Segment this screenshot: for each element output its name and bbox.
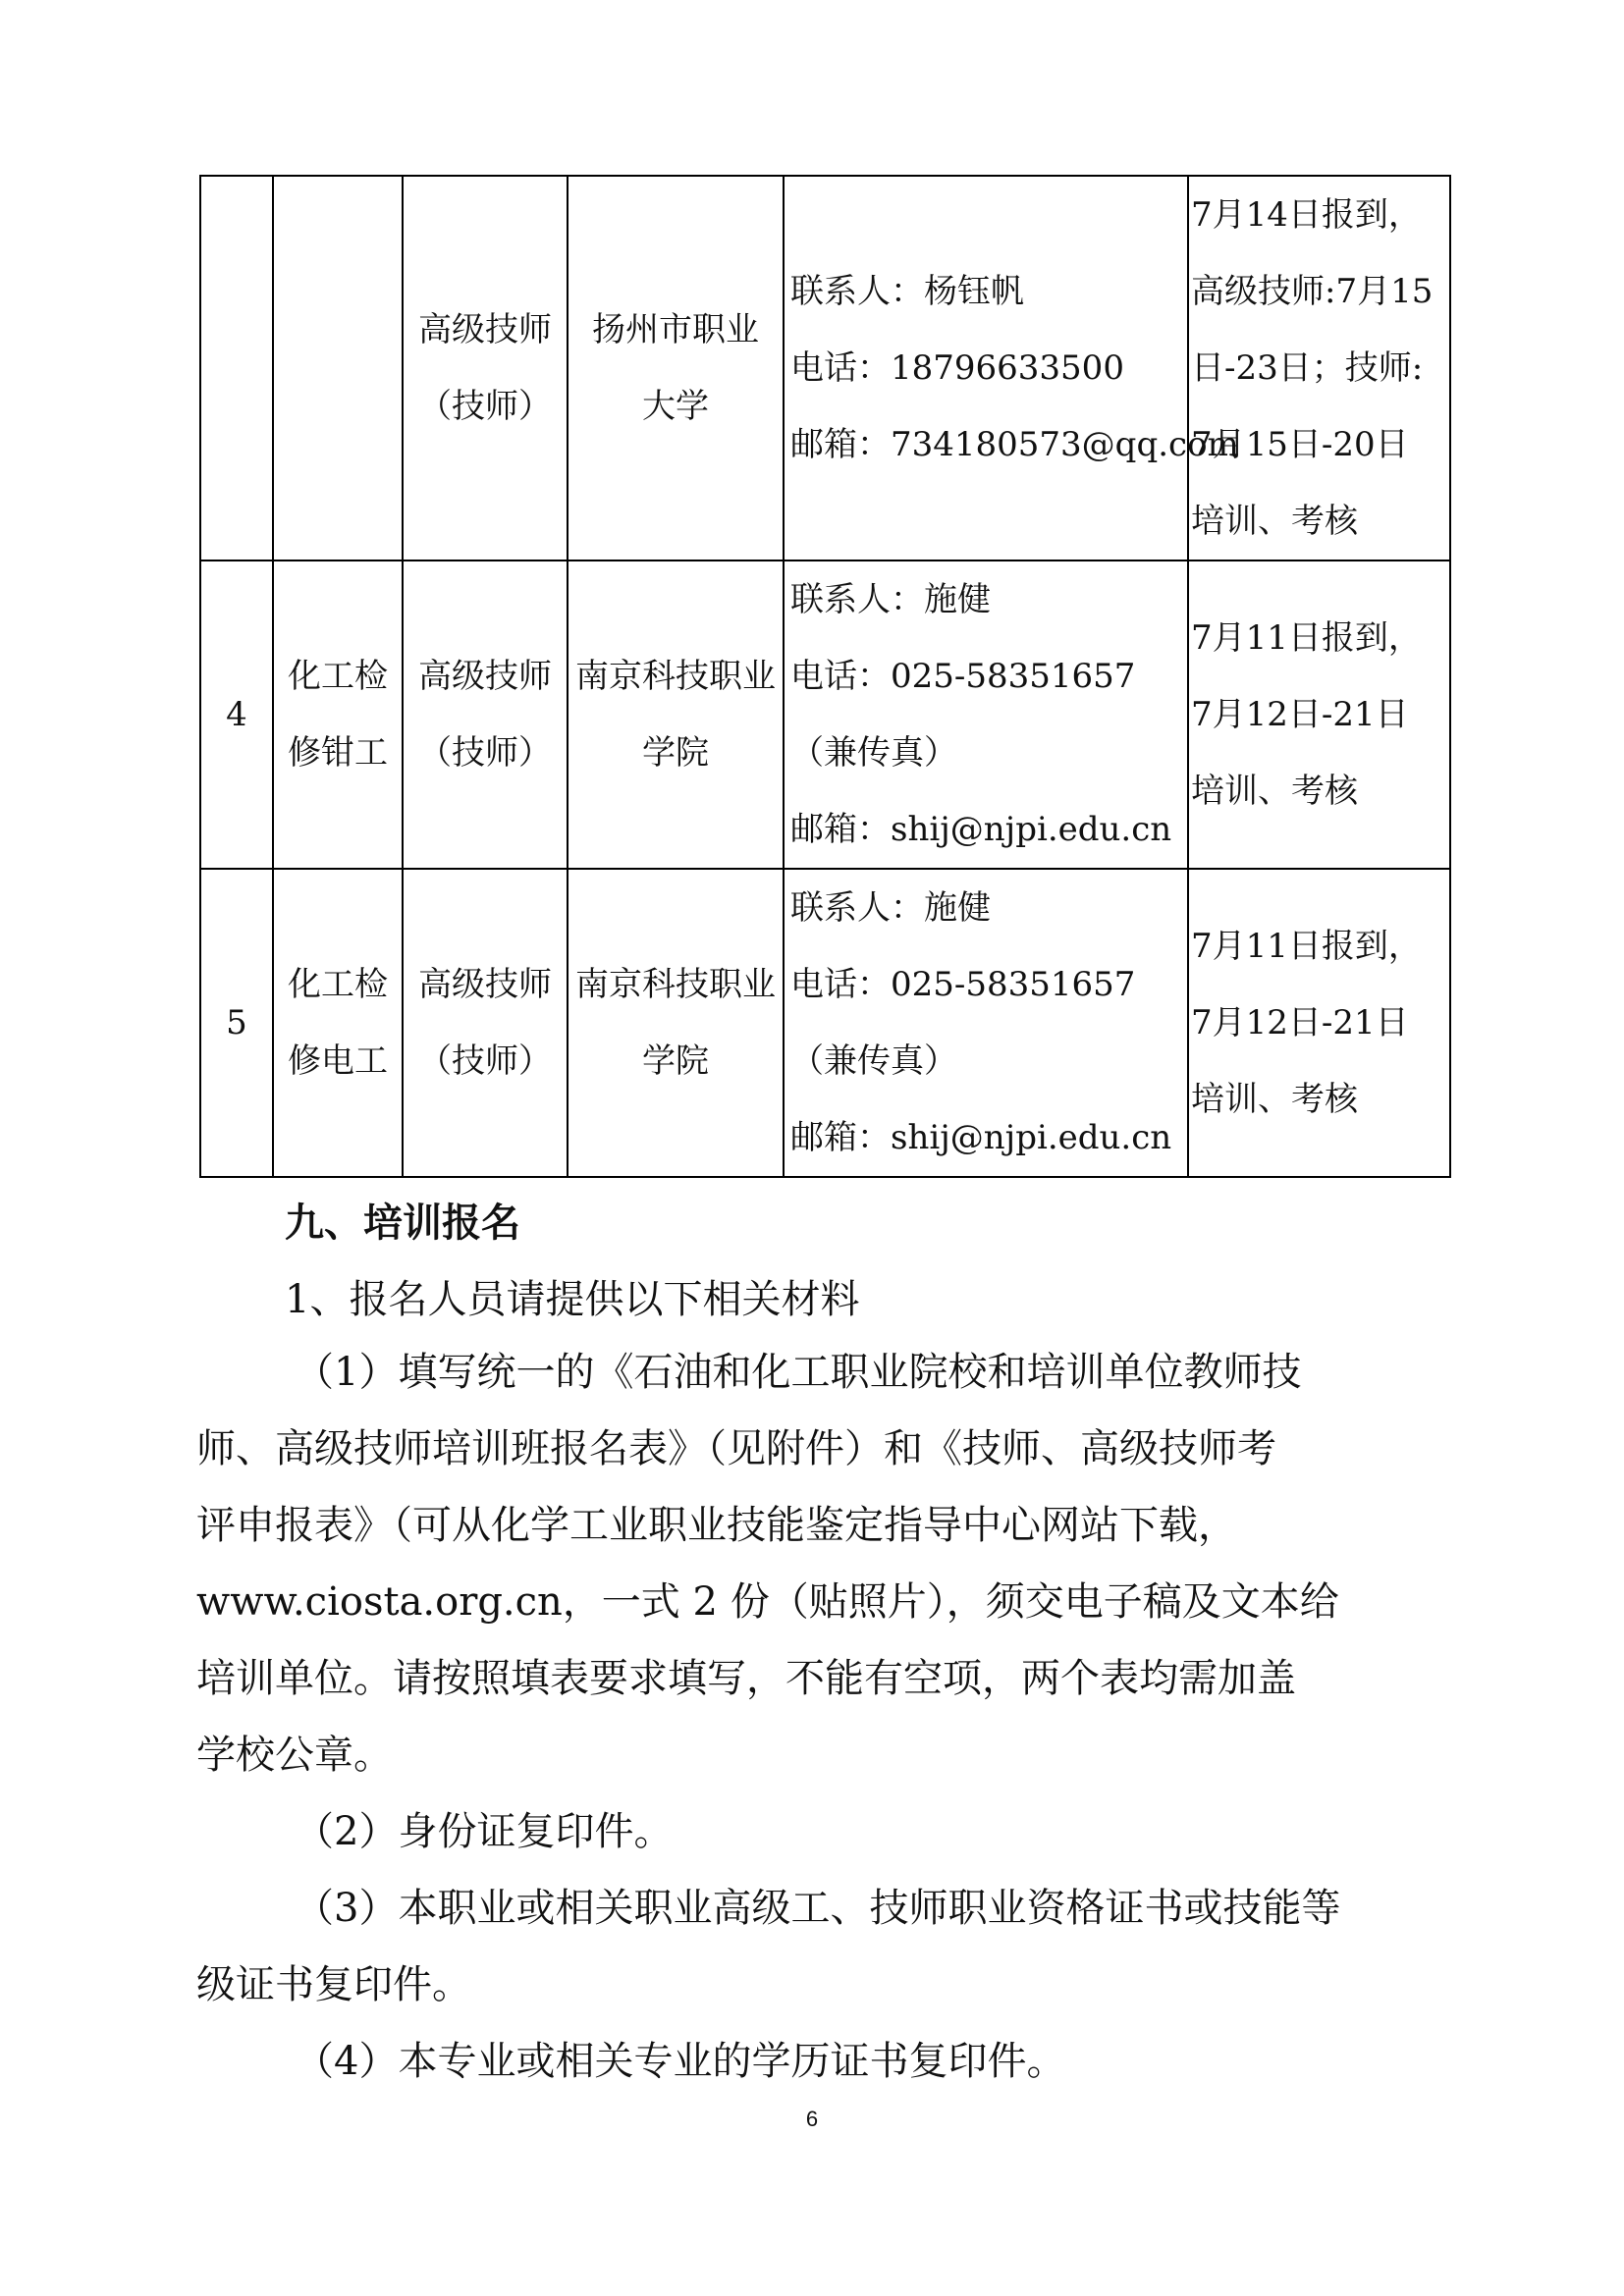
contact-fax-note: （兼传真） [790, 1041, 957, 1081]
paragraph-line: 评申报表》（可从化学工业职业技能鉴定指导中心网站下载， [196, 1503, 1237, 1548]
job-line: 化工检 [288, 965, 388, 1004]
paragraph-line: 级证书复印件。 [196, 1962, 471, 2007]
contact-phone: 电话：18796633500 [790, 348, 1124, 388]
level-line: 高级技师 [418, 657, 552, 696]
contact-info [784, 869, 1188, 1177]
training-schedule-table [199, 175, 1451, 1178]
contact-person: 联系人：施健 [790, 888, 991, 928]
row-number: 5 [200, 869, 273, 1177]
schedule-line: 7月12日-21日 [1191, 695, 1409, 734]
school-line: 扬州市职业 [592, 310, 759, 349]
page-number: 6 [805, 2107, 819, 2131]
schedule [1188, 176, 1450, 561]
contact-person: 联系人：施健 [790, 580, 991, 619]
table-row [200, 561, 1450, 869]
school-line: 南京科技职业 [575, 965, 776, 1004]
school-line: 南京科技职业 [575, 657, 776, 696]
contact-info [784, 561, 1188, 869]
schedule-line: 培训、考核 [1191, 502, 1358, 541]
table-row [200, 176, 1450, 561]
schedule-line: 7月14日报到， [1191, 195, 1422, 235]
training-school [568, 561, 784, 869]
schedule [1188, 869, 1450, 1177]
job-title [273, 561, 403, 869]
job-title [273, 176, 403, 561]
skill-level [403, 561, 568, 869]
job-line: 修钳工 [288, 733, 388, 773]
paragraph-line: （1）填写统一的《石油和化工职业院校和培训单位教师技 [295, 1350, 1302, 1395]
school-line: 学院 [642, 1041, 709, 1081]
row-number: 4 [200, 561, 273, 869]
schedule [1188, 561, 1450, 869]
contact-email: 邮箱：shij@njpi.edu.cn [790, 810, 1172, 849]
schedule-line: 7月15日-20日 [1191, 425, 1409, 464]
level-line: （技师） [418, 1041, 552, 1081]
table-row [200, 869, 1450, 1177]
paragraph-item-2: （2）身份证复印件。 [295, 1809, 674, 1854]
contact-email: 邮箱：shij@njpi.edu.cn [790, 1118, 1172, 1157]
schedule-line: 7月12日-21日 [1191, 1003, 1409, 1042]
schedule-line: 培训、考核 [1191, 1080, 1358, 1119]
training-school [568, 176, 784, 561]
contact-phone: 电话：025-58351657 [790, 657, 1136, 696]
job-line: 修电工 [288, 1041, 388, 1081]
row-number [200, 176, 273, 561]
level-line: （技师） [418, 733, 552, 773]
schedule-line: 培训、考核 [1191, 772, 1358, 811]
paragraph-line: 师、高级技师培训班报名表》（见附件）和《技师、高级技师考 [196, 1426, 1276, 1471]
paragraph-line: 培训单位。请按照填表要求填写，不能有空项，两个表均需加盖 [196, 1656, 1296, 1701]
paragraph-item-4: （4）本专业或相关专业的学历证书复印件。 [295, 2039, 1066, 2084]
paragraph-item-1 [196, 1334, 1453, 1793]
school-line: 大学 [642, 387, 709, 426]
level-line: 高级技师 [418, 965, 552, 1004]
section-heading: 九、培训报名 [285, 1200, 520, 1246]
contact-info [784, 176, 1239, 561]
school-line: 学院 [642, 733, 709, 773]
paragraph-line: 学校公章。 [196, 1733, 393, 1778]
paragraph-item-3 [196, 1870, 1453, 2023]
schedule-line: 日-23日；技师: [1191, 348, 1424, 388]
level-line: （技师） [418, 387, 552, 426]
contact-email: 邮箱：734180573@qq.com [790, 425, 1239, 464]
contact-person: 联系人：杨钰帆 [790, 272, 1024, 311]
schedule-line: 7月11日报到， [1191, 618, 1422, 658]
paragraph-line: （3）本职业或相关职业高级工、技师职业资格证书或技能等 [295, 1886, 1341, 1931]
skill-level [403, 176, 568, 561]
schedule-line: 高级技师:7月15 [1191, 272, 1434, 311]
paragraph-line: www.ciosta.org.cn，一式 2 份（贴照片），须交电子稿及文本给 [196, 1579, 1339, 1625]
contact-fax-note: （兼传真） [790, 733, 957, 773]
level-line: 高级技师 [418, 310, 552, 349]
skill-level [403, 869, 568, 1177]
schedule-line: 7月11日报到， [1191, 927, 1422, 966]
training-school [568, 869, 784, 1177]
sub-heading: 1、报名人员请提供以下相关材料 [285, 1277, 860, 1322]
contact-phone: 电话：025-58351657 [790, 965, 1136, 1004]
job-line: 化工检 [288, 657, 388, 696]
job-title [273, 869, 403, 1177]
